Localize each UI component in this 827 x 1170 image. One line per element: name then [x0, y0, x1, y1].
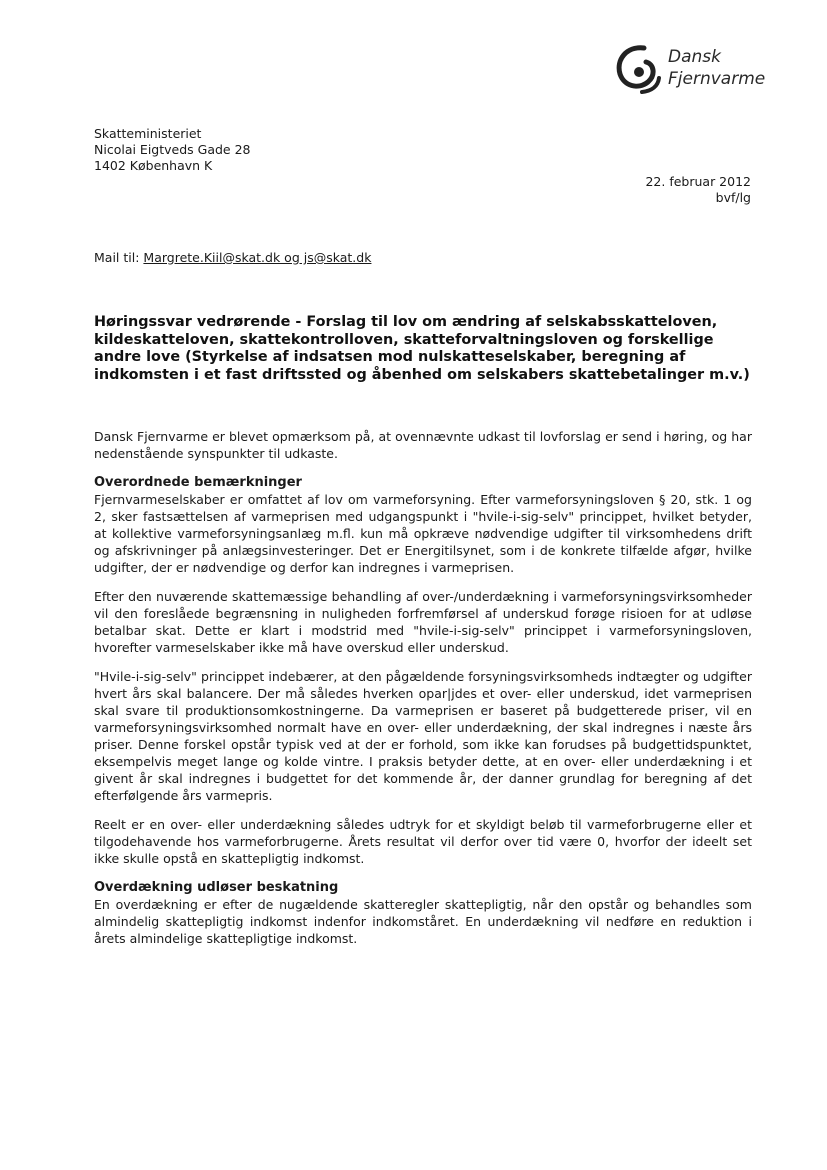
letter-body [94, 428, 752, 959]
recipient-street: Nicolai Eigtveds Gade 28 [94, 142, 251, 157]
body-paragraph: En overdækning er efter de nugældende skatteregler skattepligtig, når den opstår og behandles som almindelig skattepligtig indkomst indenfor indkomståret. En underdækning vil nedføre en reduktion i årets almindelige skattepligtige indkomst. [94, 897, 752, 946]
recipient-name: Skatteministeriet [94, 126, 202, 141]
mail-label: Mail til: [94, 250, 140, 265]
recipient-address [94, 126, 251, 174]
body-paragraph: Efter den nuværende skattemæssige behandling af over-/underdækning i varmeforsyningsvirksomheder vil den foreslåede begrænsning in nuligheden forfremførsel af underskud forøge risioen for at udløse betalbar skat. Dette er klart i modstrid med "hvile-i-sig-selv" princippet i varmeforsyningsloven, hvorefter varmeselskaber ikke må have overskud eller underskud. [94, 589, 752, 655]
dansk-fjernvarme-logo [612, 42, 782, 97]
intro-paragraph: Dansk Fjernvarme er blevet opmærksom på, at ovennævnte udkast til lovforslag er send i høring, og har nedenstående synspunkter til udkaste. [94, 429, 752, 461]
fjernvarme-swirl-icon [612, 42, 662, 97]
letter-title: Høringssvar vedrørende - Forslag til lov om ændring af selskabsskatteloven, kildeskatteloven, skattekontrolloven, skatteforvaltningsloven og forskellige andre love (Styrkelse af indsatsen mod nulskatteselskaber, beregning af indkomsten i et fast driftssted og åbenhed om selskabers skattebetalinger m.v.) [94, 314, 750, 383]
mail-addresses[interactable]: Margrete.Kiil@skat.dk og js@skat.dk [143, 250, 372, 265]
logo-line1: Dansk [668, 47, 721, 67]
body-paragraph: Reelt er en over- eller underdækning således udtryk for et skyldigt beløb til varmeforbrugerne eller et tilgodehavende hos varmeforbrugerne. Årets resultat vil derfor over tid være 0, hvorfor der ideelt set ikke skulle opstå en skattepligtig indkomst. [94, 817, 752, 866]
body-paragraph: Fjernvarmeselskaber er omfattet af lov om varmeforsyning. Efter varmeforsyningsloven § 20, stk. 1 og 2, sker fastsættelsen af varmeprisen med udgangspunkt i "hvile-i-sig-selv" princippet, hvilket betyder, at kollektive varmeforsyningsanlæg m.fl. kun må opkræve nødvendige udgifter til virksomhedens drift og afskrivninger på anlægsinvesteringer. Det er Energitilsynet, som i de konkrete tilfælde afgør, hvilke udgifter, der er nødvendige og derfor kan indregnes i varmeprisen. [94, 492, 752, 575]
mail-line [94, 250, 371, 265]
recipient-city: 1402 København K [94, 158, 213, 173]
section-heading: Overdækning udløser beskatning [94, 880, 339, 895]
logo-line2: Fjernvarme [668, 69, 766, 89]
letter-date: 22. februar 2012 [645, 174, 751, 189]
letter-reference: bvf/lg [715, 190, 751, 205]
body-paragraph: "Hvile-i-sig-selv" princippet indebærer, at den pågældende forsyningsvirksomheds indtægter og udgifter hvert års skal balancere. Der må således hverken opar|jdes et over- eller underskud, idet varmeprisen skal svare til produktionsomkostningerne. Da varmeprisen er baseret på budgetterede priser, vil en varmeforsyningsvirksomhed normalt have en over- eller underdækning, der skal indregnes i næste års priser. Denne forskel opstår typisk ved at der er forhold, som ikke kan forudses på budgettidspunktet, eksempelvis meget lange og kolde vintre. I praksis betyder dette, at en over- eller underdækning i et givent år skal indregnes i budgettet for det kommende år, der danner grundlag for beregning af det efterfølgende års varmepris. [94, 669, 752, 803]
date-block [645, 174, 751, 206]
section-heading: Overordnede bemærkninger [94, 475, 302, 490]
